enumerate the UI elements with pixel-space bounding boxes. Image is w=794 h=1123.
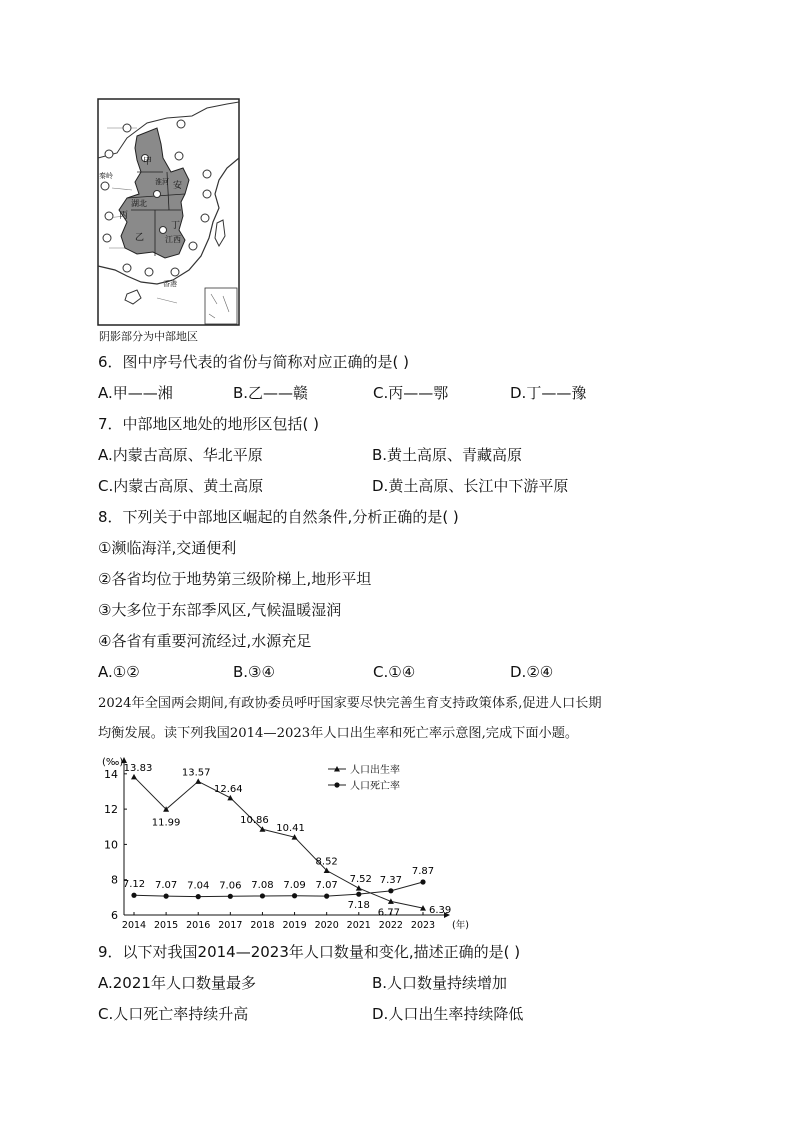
map-label-hubei: 湖北: [131, 199, 147, 208]
question-8-option-b: B.③④: [233, 663, 275, 681]
map-caption: 阴影部分为中部地区: [99, 330, 198, 343]
x-tick-label: 2015: [154, 920, 179, 931]
map-label-bing: 丙: [119, 211, 129, 221]
death-rate-data-label: 7.08: [251, 879, 274, 891]
death-rate-data-label: 7.18: [347, 900, 370, 912]
question-7-option-a: A.内蒙古高原、华北平原: [98, 446, 263, 464]
question-6-option-c: C.丙——鄂: [373, 384, 449, 402]
legend-death-label: 人口死亡率: [350, 781, 400, 792]
map-label-qinling: 秦岭: [99, 172, 113, 180]
birth-rate-point: [388, 898, 394, 904]
question-9-option-b: B.人口数量持续增加: [372, 974, 508, 992]
map-label-ding: 丁: [171, 221, 181, 231]
death-rate-point: [388, 888, 393, 893]
death-rate-data-label: 7.12: [122, 879, 146, 891]
birth-rate-data-label: 10.41: [276, 823, 305, 835]
question-7-option-d: D.黄土高原、长江中下游平原: [372, 477, 569, 495]
map-label-xianggang: 香港: [163, 280, 177, 288]
legend-death-marker: [334, 782, 339, 787]
x-tick-label: 2018: [250, 920, 275, 931]
x-tick-label: 2021: [346, 920, 371, 931]
birth-rate-point: [227, 795, 233, 801]
y-tick-label: 8: [111, 873, 118, 887]
birth-rate-data-label: 11.99: [151, 817, 181, 829]
x-tick-label: 2022: [378, 920, 403, 931]
question-9-option-c: C.人口死亡率持续升高: [98, 1005, 249, 1023]
question-8-statement-4: ④各省有重要河流经过,水源充足: [98, 632, 312, 650]
y-tick-label: 10: [104, 838, 118, 852]
legend-birth-label: 人口出生率: [350, 765, 400, 776]
question-8-stem: 8．下列关于中部地区崛起的自然条件,分析正确的是( ): [98, 508, 459, 526]
x-tick-label: 2014: [121, 920, 147, 931]
map-label-jia: 甲: [143, 157, 153, 167]
y-tick-label: 14: [104, 767, 118, 781]
birth-rate-data-label: 6.39: [429, 905, 452, 917]
question-9-stem: 9．以下对我国2014—2023年人口数量和变化,描述正确的是( ): [98, 943, 521, 961]
x-tick-label: 2019: [282, 920, 307, 931]
question-6-option-d: D.丁——豫: [510, 384, 587, 402]
death-rate-point: [228, 894, 233, 899]
question-7-option-c: C.内蒙古高原、黄土高原: [98, 477, 264, 495]
death-rate-point: [292, 893, 297, 898]
birth-rate-data-label: 8.52: [315, 856, 338, 868]
death-rate-data-label: 7.87: [411, 866, 435, 877]
birth-rate-point: [356, 885, 362, 891]
death-rate-point: [164, 894, 169, 899]
y-tick-label: 12: [104, 803, 118, 817]
birth-rate-line: [134, 777, 423, 908]
death-rate-data-label: 7.09: [283, 879, 306, 891]
death-rate-point: [260, 893, 265, 898]
death-rate-data-label: 7.07: [315, 880, 338, 892]
map-label-yi: 乙: [135, 233, 145, 243]
x-unit-label: (年): [452, 920, 469, 931]
population-rate-chart: [98, 755, 478, 933]
death-rate-data-label: 7.07: [154, 880, 178, 892]
birth-rate-data-label: 13.57: [181, 767, 211, 779]
question-8-option-d: D.②④: [510, 663, 554, 681]
x-tick-label: 2023: [410, 920, 436, 931]
x-tick-label: 2020: [314, 920, 339, 931]
death-rate-data-label: 7.06: [219, 880, 242, 892]
death-rate-point: [420, 879, 425, 884]
question-6-option-b: B.乙——赣: [233, 384, 309, 402]
map-label-jiangxi: 江西: [165, 235, 181, 244]
death-rate-point: [356, 892, 361, 897]
y-tick-label: 6: [111, 909, 118, 922]
question-8-statement-1: ①濒临海洋,交通便利: [98, 539, 237, 557]
x-tick-label: 2016: [186, 920, 211, 931]
birth-rate-data-label: 6.77: [377, 907, 401, 919]
death-rate-point: [196, 894, 201, 899]
y-unit-label: (‰): [102, 757, 124, 768]
birth-rate-point: [195, 778, 201, 784]
question-8-option-c: C.①④: [373, 663, 416, 681]
x-tick-label: 2017: [218, 920, 243, 931]
birth-rate-data-label: 12.64: [214, 783, 243, 795]
death-rate-point: [131, 893, 136, 898]
question-8-statement-2: ②各省均位于地势第三级阶梯上,地形平坦: [98, 570, 372, 588]
question-7-option-b: B.黄土高原、青藏高原: [372, 446, 523, 464]
intro-line-1: 2024年全国两会期间,有政协委员呼吁国家要尽快完善生育支持政策体系,促进人口长期: [98, 696, 602, 711]
question-7-stem: 7．中部地区地处的地形区包括( ): [98, 415, 320, 433]
central-region-map: [97, 98, 240, 326]
death-rate-point: [324, 894, 329, 899]
question-6-option-a: A.甲——湘: [98, 384, 173, 402]
map-label-huaihe: 淮河: [155, 178, 169, 186]
question-6-stem: 6．图中序号代表的省份与简称对应正确的是( ): [98, 353, 410, 371]
death-rate-data-label: 7.04: [187, 880, 210, 892]
birth-rate-data-label: 13.83: [123, 762, 153, 774]
question-8-statement-3: ③大多位于东部季风区,气候温暖湿润: [98, 601, 342, 619]
question-9-option-a: A.2021年人口数量最多: [98, 974, 256, 992]
birth-rate-point: [131, 774, 137, 780]
birth-rate-data-label: 10.86: [240, 815, 269, 827]
birth-rate-data-label: 7.52: [349, 874, 372, 886]
question-9-option-d: D.人口出生率持续降低: [372, 1005, 524, 1023]
intro-line-2: 均衡发展。读下列我国2014—2023年人口出生率和死亡率示意图,完成下面小题。: [98, 726, 579, 741]
question-8-option-a: A.①②: [98, 663, 140, 681]
death-rate-data-label: 7.37: [379, 874, 403, 886]
map-label-an: 安: [173, 181, 183, 191]
